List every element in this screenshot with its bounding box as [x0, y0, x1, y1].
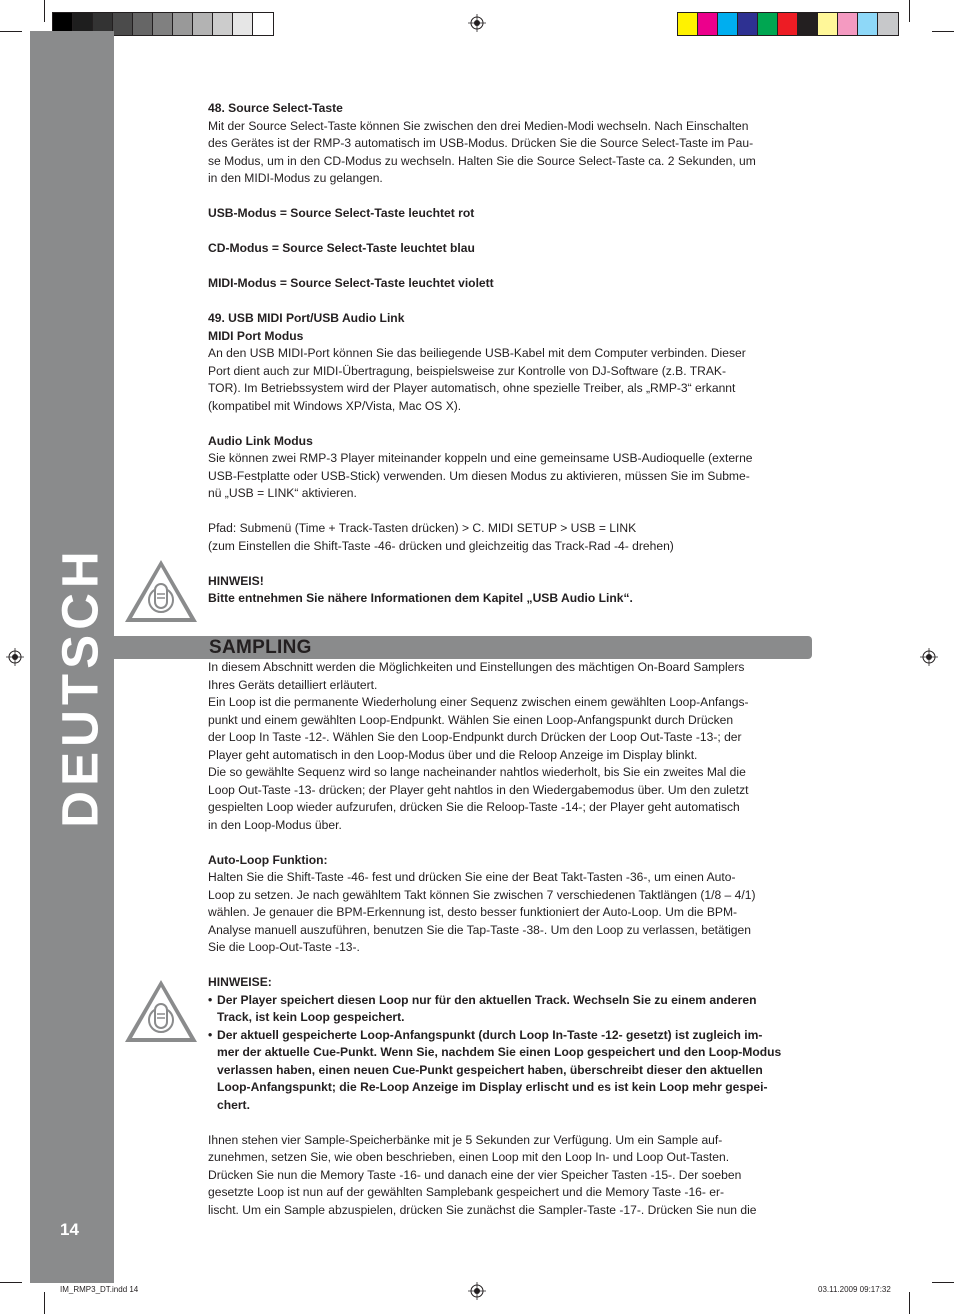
text-line: Loop-Anfangspunkt; die Re-Loop Anzeige im Display erlischt und es ist kein Loop mehr gespei- — [217, 1080, 768, 1094]
heading-49: 49. USB MIDI Port/USB Audio Link — [208, 311, 405, 325]
crop-mark — [932, 1282, 954, 1283]
crop-mark — [44, 1292, 45, 1314]
text-line: Loop zu setzen. Je nach gewähltem Takt können Sie zwischen 7 verschiedenen Taktlängen (1/8 – 4/1) — [208, 887, 756, 902]
text-line: Ihnen stehen vier Sample-Speicherbänke mit je 5 Sekunden zur Verfügung. Um ein Sample auf- — [208, 1132, 723, 1147]
text-line: (kompatibel mit Windows XP/Vista, Mac OS X). — [208, 398, 462, 413]
text-line: nü „USB = LINK“ aktivieren. — [208, 486, 357, 500]
usb-mode-line: USB-Modus = Source Select-Taste leuchtet rot — [208, 206, 475, 220]
text-line: USB-Festplatte oder USB-Stick) verwenden. Um diesen Modus zu aktivieren, müssen Sie im Subme- — [208, 468, 750, 483]
color-swatch — [193, 13, 213, 35]
text-line: Ihres Geräts detailliert erläutert. — [208, 677, 378, 692]
registration-mark-icon — [6, 648, 24, 666]
text-line: in den Loop-Modus über. — [208, 817, 342, 832]
slug-file-info: IM_RMP3_DT.indd 14 — [60, 1285, 139, 1294]
registration-mark-icon — [468, 14, 486, 32]
color-swatch — [738, 13, 758, 35]
text-line: punkt und einem gewählten Loop-Endpunkt. Wählen Sie einen Loop-Anfangspunkt durch Drücken — [208, 712, 734, 727]
crop-mark — [932, 31, 954, 32]
text-line: gesetzte Loop ist nun auf der gewählten Samplebank gespeichert und die Memory Taste -16- er- — [208, 1185, 725, 1199]
text-line: wählen. Je genauer die BPM-Erkennung ist, desto besser funktioniert der Auto-Loop. Um die BPM- — [208, 905, 738, 919]
color-swatch — [133, 13, 153, 35]
hints-title: HINWEISE: — [208, 975, 272, 989]
text-line: Ein Loop ist die permanente Wiederholung einer Sequenz zwischen einem gewählten Loop-Anfangs- — [208, 695, 749, 709]
color-swatch — [173, 13, 193, 35]
text-line: verlassen haben, einen neuen Cue-Punkt gespeichert haben, überschreibt dieser den aktuellen — [217, 1062, 763, 1077]
color-swatch — [778, 13, 798, 35]
hint-bullet — [208, 1027, 808, 1115]
registration-mark-icon — [468, 1282, 486, 1300]
section-48-49 — [208, 100, 808, 608]
crop-mark — [44, 0, 45, 22]
process-color-bar — [677, 12, 899, 36]
text-line: der Loop In Taste -12-. Wählen Sie den Loop-Endpunkt durch Drücken der Loop Out-Taste -13-; der — [208, 730, 742, 744]
crop-mark — [909, 1292, 910, 1314]
color-swatch — [818, 13, 838, 35]
auto-loop-heading: Auto-Loop Funktion: — [208, 852, 328, 867]
hint-bullet — [208, 992, 808, 1027]
menu-path-note: (zum Einstellen die Shift-Taste -46- drücken und gleichzeitig das Track-Rad -4- drehen) — [208, 538, 674, 553]
text-line: TOR). Im Betriebssystem wird der Player automatisch, ohne spezielle Treiber, als „RMP-3“ erkannt — [208, 381, 736, 395]
warning-triangle-icon — [123, 558, 199, 624]
text-line: mer der aktuelle Cue-Punkt. Wenn Sie, nachdem Sie einen Loop gespeichert und den Loop-Modus — [217, 1045, 782, 1059]
language-title: DEUTSCH — [51, 546, 109, 828]
color-swatch — [233, 13, 253, 35]
bullet-dot-icon: • — [208, 992, 213, 1007]
text-line: Drücken Sie nun die Memory Taste -16- und danach eine der vier Speicher Tasten -15-. Der soeben — [208, 1167, 742, 1182]
text-line: Track, ist kein Loop gespeichert. — [217, 1010, 405, 1024]
text-line: gespielten Loop wieder aufzurufen, drücken Sie die Reloop-Taste -14-; der Player geht automatisch — [208, 800, 740, 814]
text-line: Player geht automatisch in den Loop-Modus über und die Reloop Anzeige im Display blinkt. — [208, 747, 698, 762]
crop-mark — [0, 31, 22, 32]
color-swatch — [838, 13, 858, 35]
crop-mark — [909, 0, 910, 22]
bullet-dot-icon: • — [208, 1027, 213, 1042]
hint-title: HINWEIS! — [208, 573, 264, 588]
warning-triangle-icon — [123, 978, 199, 1044]
text-line: Mit der Source Select-Taste können Sie zwischen den drei Medien-Modi wechseln. Nach Einschalten — [208, 118, 749, 133]
registration-mark-icon — [920, 648, 938, 666]
color-swatch — [878, 13, 898, 35]
color-swatch — [253, 13, 273, 35]
color-swatch — [113, 13, 133, 35]
text-line: Loop Out-Taste -13- drücken; der Player geht nahtlos in den Wiedergabemodus über. Um den zuletzt — [208, 782, 749, 797]
text-line: In diesem Abschnitt werden die Möglichkeiten und Einstellungen des mächtigen On-Board Samplers — [208, 660, 745, 674]
page-number: 14 — [60, 1220, 79, 1239]
text-line: lischt. Um ein Sample abzuspielen, drücken Sie zunächst die Sampler-Taste -17-. Drücken Sie nun die — [208, 1202, 757, 1217]
color-swatch — [213, 13, 233, 35]
text-line: Port dient auch zur MIDI-Übertragung, beispielsweise zur Kontrolle von DJ-Software (z.B. TRAK- — [208, 363, 726, 378]
text-line: se Modus, um in den CD-Modus zu wechseln. Halten Sie die Source Select-Taste ca. 2 Sekunden, um — [208, 153, 756, 168]
midi-port-heading: MIDI Port Modus — [208, 328, 304, 343]
menu-path: Pfad: Submenü (Time + Track-Tasten drücken) > C. MIDI SETUP > USB = LINK — [208, 521, 637, 535]
color-swatch — [858, 13, 878, 35]
text-line: des Gerätes ist der RMP-3 automatisch im USB-Modus. Drücken Sie die Source Select-Taste im Pau- — [208, 136, 754, 150]
color-swatch — [153, 13, 173, 35]
slug-date-info: 03.11.2009 09:17:32 — [818, 1285, 891, 1294]
section-title-sampling: SAMPLING — [209, 637, 312, 658]
color-swatch — [798, 13, 818, 35]
color-swatch — [718, 13, 738, 35]
text-line: Halten Sie die Shift-Taste -46- fest und drücken Sie eine der Beat Takt-Tasten -36-, um einen Auto- — [208, 870, 736, 884]
heading-48: 48. Source Select-Taste — [208, 101, 343, 115]
text-line: An den USB MIDI-Port können Sie das beiliegende USB-Kabel mit dem Computer verbinden. Dieser — [208, 346, 746, 360]
midi-mode-line: MIDI-Modus = Source Select-Taste leuchtet violett — [208, 276, 494, 290]
text-line: zunehmen, setzen Sie, wie oben beschrieben, einen Loop mit den Loop In- und Loop Out-Tasten. — [208, 1150, 730, 1164]
hint-text: Bitte entnehmen Sie nähere Informationen dem Kapitel „USB Audio Link“. — [208, 591, 633, 605]
text-line: Analyse manuell auszuführen, benutzen Sie die Tap-Taste -38-. Um den Loop zu verlassen, betätigen — [208, 922, 751, 937]
language-sidebar — [30, 31, 114, 1283]
color-swatch — [678, 13, 698, 35]
text-line: Der Player speichert diesen Loop nur für den aktuellen Track. Wechseln Sie zu einem anderen — [217, 992, 757, 1007]
color-swatch — [698, 13, 718, 35]
text-line: Die so gewählte Sequenz wird so lange nacheinander nahtlos wiederholt, bis Sie ein zweites Mal die — [208, 765, 746, 779]
text-line: Der aktuell gespeicherte Loop-Anfangspunkt (durch Loop In-Taste -12- gesetzt) ist zugleich im- — [217, 1027, 763, 1042]
text-line: Sie die Loop-Out-Taste -13-. — [208, 940, 360, 954]
text-line: Sie können zwei RMP-3 Player miteinander koppeln und eine gemeinsame USB-Audioquelle (externe — [208, 451, 753, 465]
text-line: chert. — [217, 1097, 250, 1112]
text-line: in den MIDI-Modus zu gelangen. — [208, 171, 383, 185]
color-swatch — [758, 13, 778, 35]
crop-mark — [0, 1282, 22, 1283]
audio-link-heading: Audio Link Modus — [208, 433, 313, 448]
cd-mode-line: CD-Modus = Source Select-Taste leuchtet blau — [208, 241, 475, 255]
section-sampling — [208, 659, 808, 1219]
